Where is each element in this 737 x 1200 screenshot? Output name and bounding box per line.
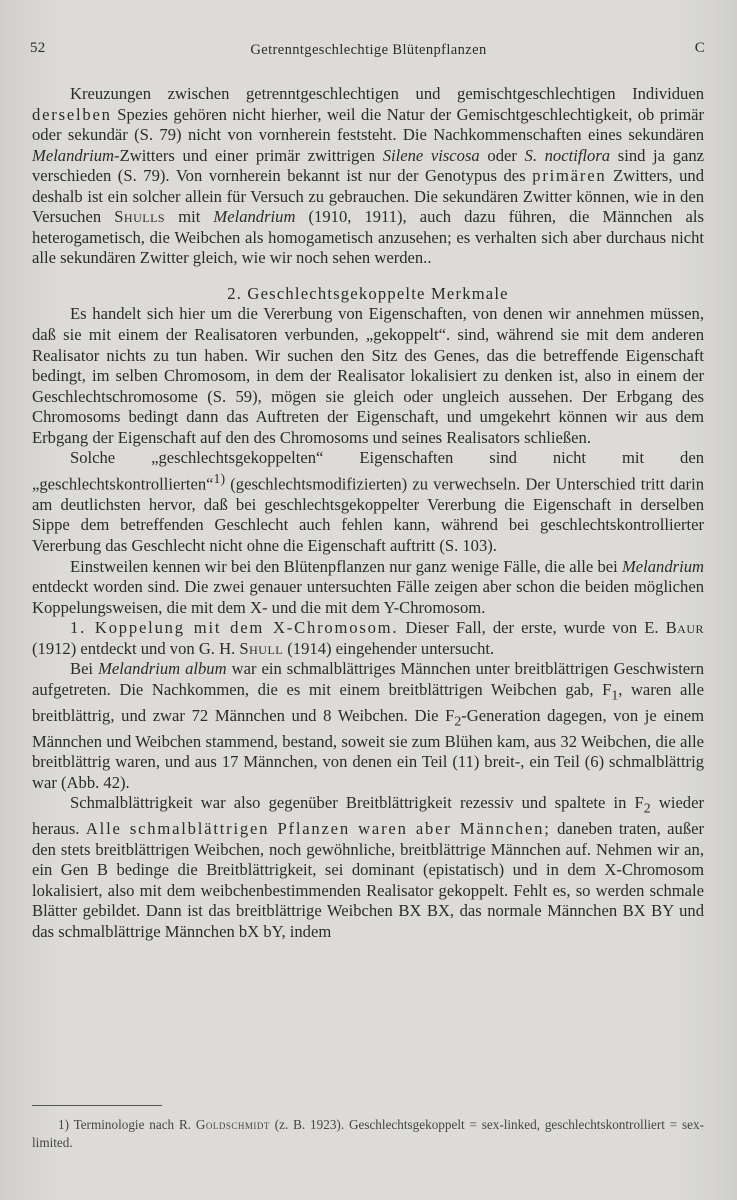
- paragraph-4: Einstweilen kennen wir bei den Blütenpflanzen nur ganz wenige Fälle, die alle bei Melandrium entdeckt worden sind. Die zwei genauer untersuchten Fälle zeigen aber schon die beiden möglichen Koppelungsweisen, die mit dem X- und die mit dem Y-Chromosom.: [32, 556, 704, 617]
- body-text: [32, 84, 704, 942]
- paragraph-5: 1. Koppelung mit dem X-Chromosom. Dieser Fall, der erste, wurde von E. Baur (1912) entdeckt und von G. H. Shull (1914) eingehender untersucht.: [32, 618, 704, 658]
- footnote-ref: 1): [213, 470, 226, 486]
- paragraph-2: Es handelt sich hier um die Vererbung von Eigenschaften, von denen wir annehmen müssen, daß sie mit einem der Realisatoren verbunden, „gekoppelt“. sind, während sie mit dem anderen Realisator nichts zu tun haben. Wir suchen den Sitz des Genes, das die betreffende Eigenschaft bedingt, im selben Chromosom, in dem der Realisator lokalisiert zu denken ist, also in einem der Geschlechtschromosome (S. 59), mögen sie gleich oder ungleich aussehen. Der Erbgang des Chromosoms bedingt dann das Auftreten der Eigenschaft, und umgekehrt können wir aus dem Erbgang der Eigenschaft auf den des Chromosoms und seines Realisators schließen.: [32, 304, 704, 447]
- signature-mark: C: [694, 40, 705, 56]
- footnote-divider: [32, 1105, 162, 1106]
- page-header: [30, 40, 707, 64]
- footnote: 1) Terminologie nach R. Goldschmidt (z. B. 1923). Geschlechtsgekoppelt = sex-linked, geschlechtskontrolliert = sex-limited.: [32, 1117, 704, 1150]
- section-heading: 2. Geschlechtsgekoppelte Merkmale: [227, 283, 509, 303]
- paragraph-7: Schmalblättrigkeit war also gegenüber Breitblättrigkeit rezessiv und spaltete in $F_2$ wieder heraus. Alle schmalblättrigen Pflanzen waren aber Männchen; daneben traten, außer den stets breitblättrigen Weibchen, noch gewöhnliche, breitblättrige Männchen auf. Nehmen wir an, ein Gen B bedinge die Breitblättrigkeit, sei dominant (epistatisch) und in dem X-Chromosom lokalisiert, also mit dem weibchenbestimmenden Realisator gekoppelt. Fehlt es, so werden schmale Blätter gebildet. Dann ist das breitblättrige Weibchen BX BX, das normale Männchen BX BY und das schmalblättrige Männchen bX bY, indem: [32, 793, 705, 941]
- paragraph-1: Kreuzungen zwischen getrenntgeschlechtigen und gemischtgeschlechtigen Individuen derselben Spezies gehören nicht hierher, weil die Natur der Gemischtgeschlechtigkeit, ob primär oder sekundär (S. 79) nicht von vornherein feststeht. Die Nachkommenschaften eines sekundären Melandrium-Zwitters und einer primär zwittrigen Silene viscosa oder S. noctiflora sind ja ganz verschieden (S. 79). Von vornherein bekannt ist nur der Genotypus des primären Zwitters, und deshalb ist ein solcher allein für Versuch zu gebrauchen. Die sekundären Zwitter können, wie in den Versuchen Shulls mit Melandrium (1910, 1911), auch dazu führen, die Männchen als heterogametisch, die Weibchen als homogametisch anzusehen; es verhalten sich aber durchaus nicht alle sekundären Zwitter gleich, wie wir noch sehen werden..: [32, 84, 705, 268]
- page-number: 52: [30, 40, 46, 56]
- paragraph-6: Bei Melandrium album war ein schmalblättriges Männchen unter breitblättrigen Geschwistern aufgetreten. Die Nachkommen, die es mit einem breitblättrigen Weibchen gab, $F_1$, waren alle breitblättrig, und zwar 72 Männchen und 8 Weibchen. Die $F_2$-Generation dagegen, von je einem Männchen und Weibchen stammend, bestand, soweit sie zum Blühen kam, aus 32 Weibchen, die alle breitblättrig waren, und aus 17 Männchen, von denen ein Teil (11) breit-, ein Teil (6) schmalblättrig war (Abb. 42).: [32, 659, 704, 792]
- running-title: Getrenntgeschlechtige Blütenpflanzen: [250, 42, 487, 58]
- paragraph-3: Solche „geschlechtsgekoppelten“ Eigenschaften sind nicht mit den „geschlechtskontrollierten“$^{1)}$ (geschlechtsmodifizierten) zu verwechseln. Der Unterschied tritt darin am deutlichsten hervor, daß bei geschlechtsgekoppelter Vererbung die Eigenschaft in derselben Sippe dem betreffenden Geschlecht auch fehlen kann, während bei geschlechtskontrollierter Vererbung das Geschlecht nicht ohne die Eigenschaft auftritt (S. 103).: [32, 448, 704, 556]
